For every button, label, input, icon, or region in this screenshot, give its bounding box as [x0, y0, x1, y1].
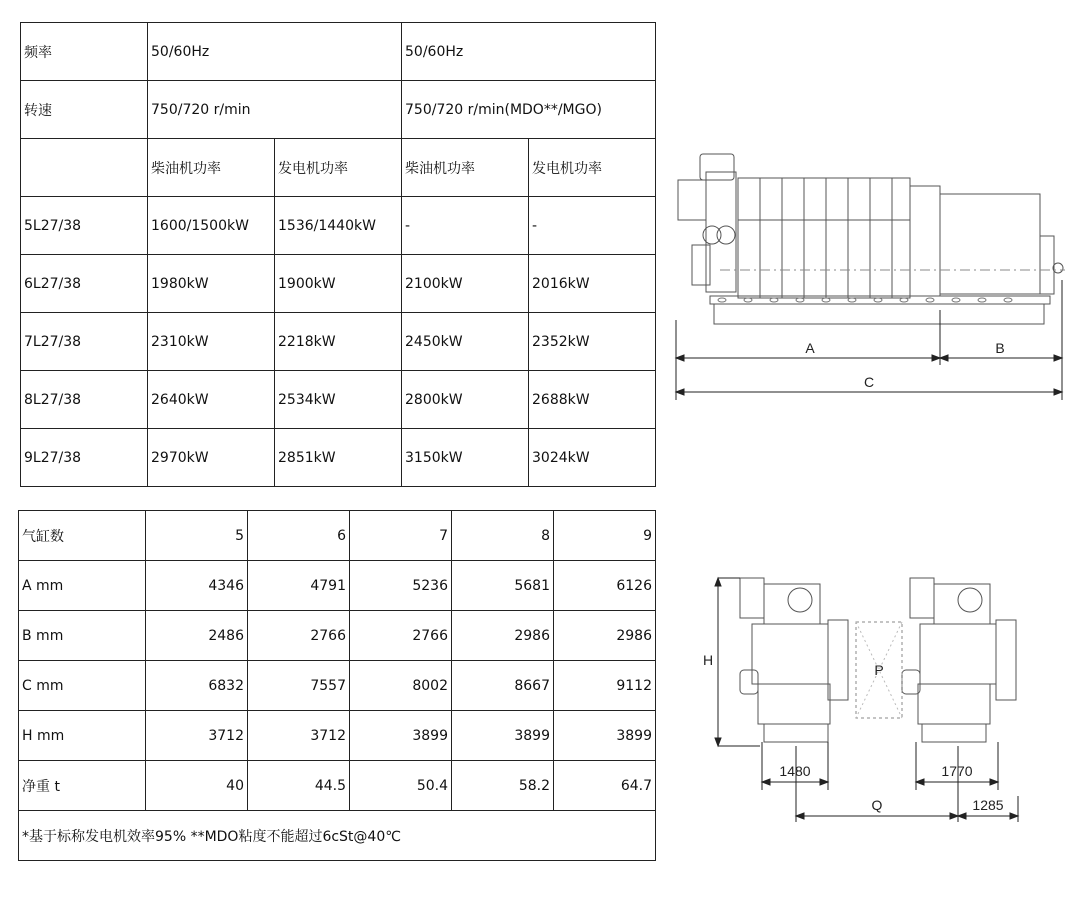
table-cell: 7	[350, 511, 452, 561]
table-cell: 3712	[248, 711, 350, 761]
model-name: 5L27/38	[21, 197, 148, 255]
row-label-weight: 净重 t	[19, 761, 146, 811]
table-cell: 8002	[350, 661, 452, 711]
header-engine-power: 柴油机功率	[402, 139, 529, 197]
table-row	[21, 139, 656, 197]
table-cell: 2534kW	[275, 371, 402, 429]
frequency-value-2: 50/60Hz	[402, 23, 656, 81]
table-cell: 64.7	[554, 761, 656, 811]
table-cell: 2450kW	[402, 313, 529, 371]
table-cell: 4791	[248, 561, 350, 611]
table-cell: 40	[146, 761, 248, 811]
footnote: *基于标称发电机效率95% **MDO粘度不能超过6cSt@40℃	[19, 811, 656, 861]
speed-value-2: 750/720 r/min(MDO**/MGO)	[402, 81, 656, 139]
table-cell: 1600/1500kW	[148, 197, 275, 255]
table-cell: 5	[146, 511, 248, 561]
table-cell: 2016kW	[529, 255, 656, 313]
table-cell: 2100kW	[402, 255, 529, 313]
table-cell: -	[529, 197, 656, 255]
table-cell: 4346	[146, 561, 248, 611]
table-cell: 5236	[350, 561, 452, 611]
dimension-label-a: A	[805, 340, 815, 356]
header-generator-power: 发电机功率	[275, 139, 402, 197]
table-cell: 3024kW	[529, 429, 656, 487]
row-label-cylinders: 气缸数	[19, 511, 146, 561]
passage-label-p: P	[874, 662, 884, 678]
header-generator-power: 发电机功率	[529, 139, 656, 197]
table-cell: 2766	[350, 611, 452, 661]
model-name: 9L27/38	[21, 429, 148, 487]
row-label-b: B mm	[19, 611, 146, 661]
model-name: 8L27/38	[21, 371, 148, 429]
table-cell: 9112	[554, 661, 656, 711]
header-engine-power: 柴油机功率	[148, 139, 275, 197]
table-cell: 3150kW	[402, 429, 529, 487]
table-cell: 1536/1440kW	[275, 197, 402, 255]
model-name: 6L27/38	[21, 255, 148, 313]
dimension-label-1480: 1480	[779, 763, 811, 779]
table-cell: 3899	[350, 711, 452, 761]
table-row	[19, 811, 656, 861]
table-row	[19, 761, 656, 811]
dimension-label-1770: 1770	[941, 763, 973, 779]
table-cell: 8	[452, 511, 554, 561]
table-cell: 58.2	[452, 761, 554, 811]
table-cell: 2218kW	[275, 313, 402, 371]
row-label-frequency: 频率	[21, 23, 148, 81]
table-cell: 8667	[452, 661, 554, 711]
table-cell	[21, 139, 148, 197]
table-cell: 2688kW	[529, 371, 656, 429]
model-name: 7L27/38	[21, 313, 148, 371]
table-row	[19, 561, 656, 611]
table-row	[21, 429, 656, 487]
dimensions-table	[18, 510, 656, 861]
table-cell: 1980kW	[148, 255, 275, 313]
frequency-value-1: 50/60Hz	[148, 23, 402, 81]
row-label-h: H mm	[19, 711, 146, 761]
table-cell: 2640kW	[148, 371, 275, 429]
speed-value-1: 750/720 r/min	[148, 81, 402, 139]
table-cell: 2486	[146, 611, 248, 661]
table-row	[19, 711, 656, 761]
table-cell: 2986	[452, 611, 554, 661]
engine-front-view-drawing	[700, 570, 1030, 832]
table-cell: -	[402, 197, 529, 255]
table-cell: 2766	[248, 611, 350, 661]
table-row	[19, 611, 656, 661]
table-cell: 2800kW	[402, 371, 529, 429]
table-cell: 2986	[554, 611, 656, 661]
row-label-speed: 转速	[21, 81, 148, 139]
table-row	[21, 23, 656, 81]
table-cell: 2970kW	[148, 429, 275, 487]
row-label-a: A mm	[19, 561, 146, 611]
table-row	[21, 81, 656, 139]
table-cell: 6126	[554, 561, 656, 611]
table-row	[19, 661, 656, 711]
table-cell: 7557	[248, 661, 350, 711]
table-cell: 44.5	[248, 761, 350, 811]
table-cell: 5681	[452, 561, 554, 611]
engine-side-view-drawing	[670, 150, 1070, 402]
table-row	[21, 313, 656, 371]
dimension-label-1285: 1285	[972, 797, 1004, 813]
dimension-label-c: C	[863, 374, 875, 390]
table-cell: 1900kW	[275, 255, 402, 313]
row-label-c: C mm	[19, 661, 146, 711]
table-cell: 2851kW	[275, 429, 402, 487]
dimension-label-b: B	[995, 340, 1005, 356]
table-cell: 6	[248, 511, 350, 561]
dimension-label-q: Q	[871, 797, 883, 813]
table-row	[21, 255, 656, 313]
power-table	[20, 22, 656, 487]
dimension-label-h: H	[702, 652, 714, 668]
table-cell: 50.4	[350, 761, 452, 811]
table-cell: 9	[554, 511, 656, 561]
table-cell: 2352kW	[529, 313, 656, 371]
table-cell: 3899	[554, 711, 656, 761]
table-row	[21, 371, 656, 429]
table-cell: 6832	[146, 661, 248, 711]
table-row	[21, 197, 656, 255]
table-cell: 2310kW	[148, 313, 275, 371]
table-row	[19, 511, 656, 561]
table-cell: 3712	[146, 711, 248, 761]
table-cell: 3899	[452, 711, 554, 761]
